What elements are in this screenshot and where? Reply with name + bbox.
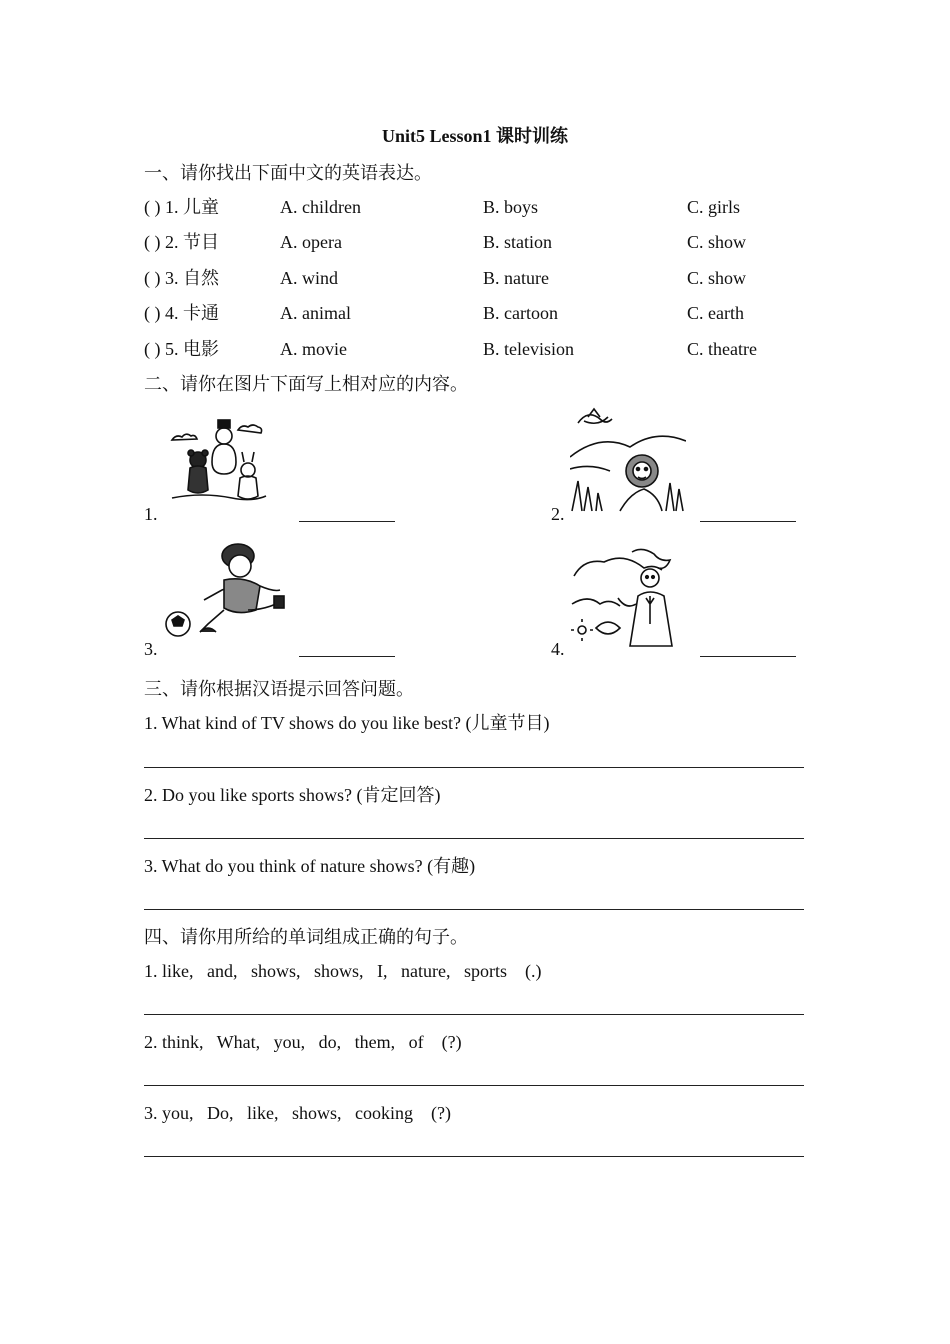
- sports-picture: [162, 540, 294, 646]
- question-3-prompt: ( ) 3. 自然: [144, 268, 219, 288]
- option-c: C. show: [687, 232, 747, 252]
- option-a: A. animal: [280, 303, 351, 323]
- answer-line[interactable]: [144, 1156, 804, 1157]
- cartoon-picture: [168, 412, 268, 504]
- answer-line[interactable]: [144, 1085, 804, 1086]
- option-b: B. television: [483, 339, 574, 359]
- option-c: C. earth: [687, 303, 744, 323]
- picture-4-number: 4.: [551, 639, 565, 659]
- option-a: A. wind: [280, 268, 338, 288]
- option-c: C. show: [687, 268, 747, 288]
- word-list: 2. think, What, you, do, them, of (?): [144, 1032, 462, 1052]
- word-list: 1. like, and, shows, shows, I, nature, sports (.): [144, 961, 542, 981]
- picture-1-number: 1.: [144, 504, 158, 524]
- weather-picture: [570, 546, 680, 650]
- option-b: B. nature: [483, 268, 549, 288]
- picture-2-answer-blank[interactable]: [700, 521, 796, 522]
- question-2-prompt: ( ) 2. 节目: [144, 232, 219, 252]
- picture-4-answer-blank[interactable]: [700, 656, 796, 657]
- question-4-prompt: ( ) 4. 卡通: [144, 303, 219, 323]
- question-text: 1. What kind of TV shows do you like best? (儿童节目): [144, 713, 550, 733]
- question-1-prompt: ( ) 1. 儿童: [144, 197, 219, 217]
- answer-line[interactable]: [144, 1014, 804, 1015]
- page-title: Unit5 Lesson1 课时训练: [381, 126, 569, 146]
- answer-line[interactable]: [144, 767, 804, 768]
- option-a: A. opera: [280, 232, 342, 252]
- option-c: C. girls: [687, 197, 741, 217]
- picture-1-answer-blank[interactable]: [299, 521, 395, 522]
- answer-line[interactable]: [144, 909, 804, 910]
- question-5-prompt: ( ) 5. 电影: [144, 339, 219, 359]
- question-text: 3. What do you think of nature shows? (有趣): [144, 856, 476, 876]
- picture-3-number: 3.: [144, 639, 158, 659]
- option-a: A. movie: [280, 339, 347, 359]
- option-b: B. boys: [483, 197, 539, 217]
- answer-line[interactable]: [144, 838, 804, 839]
- section-1-heading: 一、请你找出下面中文的英语表达。: [144, 163, 432, 183]
- picture-3-answer-blank[interactable]: [299, 656, 395, 657]
- picture-2-number: 2.: [551, 504, 565, 524]
- option-c: C. theatre: [687, 339, 757, 359]
- nature-picture: [570, 405, 686, 513]
- word-list: 3. you, Do, like, shows, cooking (?): [144, 1103, 451, 1123]
- option-b: B. station: [483, 232, 553, 252]
- section-2-heading: 二、请你在图片下面写上相对应的内容。: [144, 374, 468, 394]
- section-3-heading: 三、请你根据汉语提示回答问题。: [144, 679, 414, 699]
- option-a: A. children: [280, 197, 361, 217]
- question-text: 2. Do you like sports shows? (肯定回答): [144, 785, 441, 805]
- section-4-heading: 四、请你用所给的单词组成正确的句子。: [144, 927, 468, 947]
- option-b: B. cartoon: [483, 303, 558, 323]
